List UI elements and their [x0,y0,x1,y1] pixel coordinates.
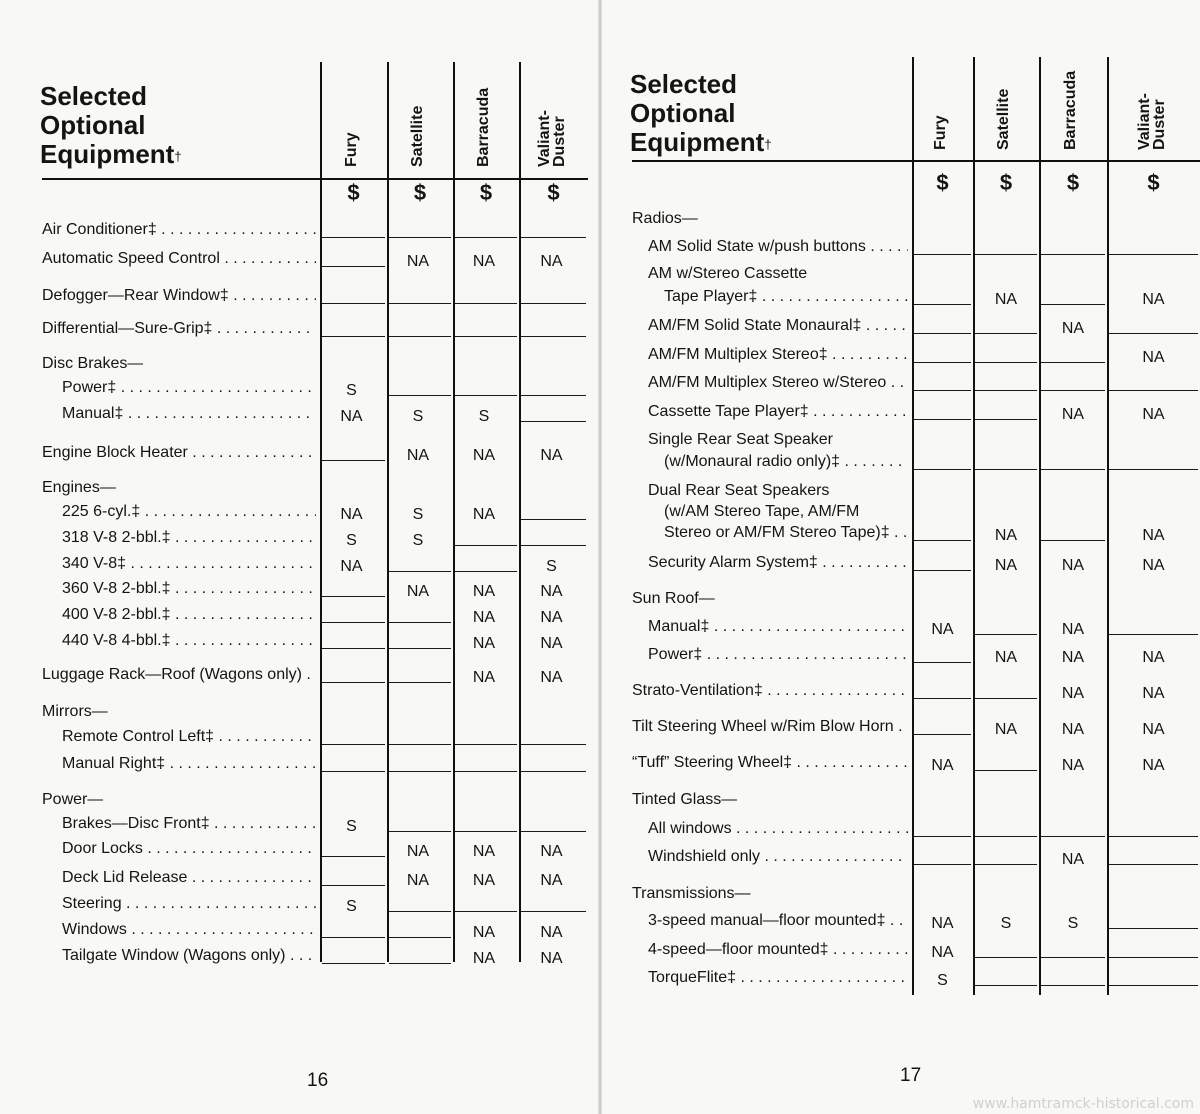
cell-rule [322,963,385,964]
equipment-label: (w/Monaural radio only)‡ . . . [664,453,908,471]
cell-rule [1109,469,1198,470]
page-title [630,70,772,157]
availability-cell: S [346,898,357,915]
equipment-label: AM/FM Multiplex Stereo‡ . . . [648,346,908,364]
availability-cell: NA [540,583,563,600]
availability-cell: NA [472,253,496,270]
cell-rule [455,771,517,772]
column-rule [519,62,521,962]
availability-cell: NA [994,649,1018,666]
cell-rule [322,460,385,461]
cell-rule [1109,390,1198,391]
column-header: Valiant- Duster [535,110,568,167]
availability-cell: NA [931,915,954,932]
column-header: Satellite [409,105,426,167]
column-header: Barracuda [1062,70,1079,150]
availability-cell: NA [1142,757,1165,774]
equipment-label: Tinted Glass— [632,791,738,808]
currency-symbol: $ [999,170,1013,195]
dagger-mark: † [174,149,182,164]
cell-rule [322,744,385,745]
cell-rule [521,744,586,745]
cell-rule [1109,836,1198,837]
equipment-label: 340 V-8‡ . . . [62,555,316,573]
currency-symbol: $ [936,170,949,195]
availability-cell: NA [931,944,954,961]
availability-cell: NA [1142,649,1165,666]
equipment-label: Manual‡ . . . [648,618,908,636]
cell-rule [455,831,517,832]
column-rule [912,57,914,995]
equipment-label: Cassette Tape Player‡ . . . [648,403,908,421]
equipment-label: 440 V-8 4-bbl.‡ . . . [62,632,316,650]
availability-cell: S [412,408,424,425]
availability-cell: S [412,532,424,549]
column-rule [453,62,455,962]
availability-cell: NA [931,621,954,638]
cell-rule [322,648,385,649]
equipment-label: TorqueFlite‡ . . . [648,969,908,987]
cell-rule [455,303,517,304]
cell-rule [1041,985,1105,986]
equipment-label: Steering . . . [62,895,316,913]
availability-cell: NA [1142,291,1165,308]
cell-rule [322,622,385,623]
cell-rule [975,836,1037,837]
cell-rule [521,771,586,772]
cell-rule [521,395,586,396]
cell-rule [975,864,1037,865]
cell-rule [389,911,451,912]
availability-cell: NA [1061,320,1085,337]
cell-rule [389,744,451,745]
equipment-label: Power‡ . . . [62,379,316,397]
currency-symbol: $ [547,180,560,205]
availability-cell: NA [1142,557,1165,574]
currency-symbol: $ [1066,170,1080,195]
availability-cell: NA [1061,621,1085,638]
cell-rule [322,237,385,238]
equipment-label: Stereo or AM/FM Stereo Tape)‡ . . . [664,524,908,542]
equipment-label: All windows . . . [648,820,908,838]
cell-rule [322,596,385,597]
equipment-label: Windshield only . . . [648,848,908,866]
column-header: Fury [931,115,949,150]
availability-cell: NA [1061,685,1085,702]
availability-cell: NA [994,527,1018,544]
equipment-label: Deck Lid Release . . . [62,869,316,887]
equipment-label: Door Locks . . . [62,840,316,858]
availability-cell: NA [1142,721,1165,738]
availability-cell: NA [994,291,1018,308]
cell-rule [455,336,517,337]
cell-rule [1041,254,1105,255]
equipment-label: 225 6-cyl.‡ . . . [62,503,316,521]
page-title [40,82,182,169]
availability-cell: NA [406,843,430,860]
cell-rule [1109,957,1198,958]
page-17 [602,0,1200,1114]
availability-cell: NA [1142,406,1165,423]
availability-cell: NA [1061,557,1085,574]
availability-cell: S [346,818,357,835]
cell-rule [521,831,586,832]
cell-rule [389,648,451,649]
cell-rule [521,519,586,520]
availability-cell: NA [1142,527,1165,544]
cell-rule [389,303,451,304]
availability-cell: S [346,382,357,399]
availability-cell: NA [472,447,496,464]
equipment-label: Mirrors— [42,703,108,720]
availability-cell: S [1000,915,1012,932]
title-word: Equipment [630,127,765,157]
availability-cell: NA [472,950,496,967]
equipment-label: Windows . . . [62,921,316,939]
equipment-label: 318 V-8 2-bbl.‡ . . . [62,529,316,547]
availability-cell: NA [994,557,1018,574]
availability-cell: NA [1061,851,1085,868]
title-line: Selected [40,81,147,111]
equipment-label: “Tuff” Steering Wheel‡ . . . [632,754,908,772]
availability-cell: NA [540,635,563,652]
equipment-label: AM/FM Multiplex Stereo w/Stereo . . . [648,374,908,392]
equipment-label: Security Alarm System‡ . . . [648,554,908,572]
cell-rule [1041,469,1105,470]
availability-cell: NA [472,669,496,686]
title-line [630,128,772,157]
header-rule [632,160,1200,162]
cell-rule [389,831,451,832]
title-line: Optional [630,98,736,128]
title-line [40,140,182,169]
cell-rule [1109,254,1198,255]
title-word: Equipment [40,139,175,169]
equipment-label: Tilt Steering Wheel w/Rim Blow Horn . . . [632,718,908,736]
cell-rule [975,419,1037,420]
equipment-label: Disc Brakes— [42,355,144,372]
equipment-label: Automatic Speed Control . . . [42,250,316,268]
availability-cell: NA [472,506,496,523]
availability-cell: NA [1142,349,1165,366]
availability-cell: NA [472,843,496,860]
cell-rule [975,390,1037,391]
cell-rule [975,469,1037,470]
availability-cell: NA [340,558,363,575]
column-header: Satellite [995,88,1012,150]
equipment-label: (w/AM Stereo Tape, AM/FM [664,503,860,520]
equipment-label: Differential—Sure-Grip‡ . . . [42,320,316,338]
cell-rule [455,744,517,745]
equipment-label: AM Solid State w/push buttons . . . [648,238,908,256]
availability-cell: NA [994,721,1018,738]
availability-cell: NA [931,757,954,774]
availability-cell: NA [406,253,430,270]
cell-rule [914,864,971,865]
equipment-label: Luggage Rack—Roof (Wagons only) . . . [42,666,316,684]
cell-rule [914,698,971,699]
equipment-label: Manual Right‡ . . . [62,755,316,773]
equipment-label: Engines— [42,479,116,496]
cell-rule [1041,390,1105,391]
column-rule [1107,57,1109,995]
cell-rule [1109,985,1198,986]
equipment-label: 360 V-8 2-bbl.‡ . . . [62,580,316,598]
availability-cell: NA [472,609,496,626]
cell-rule [455,571,517,572]
equipment-label: AM/FM Solid State Monaural‡ . . . [648,317,908,335]
equipment-label: Strato-Ventilation‡ . . . [632,682,908,700]
cell-rule [914,390,971,391]
cell-rule [322,885,385,886]
availability-cell: NA [340,506,363,523]
cell-rule [975,333,1037,334]
cell-rule [975,985,1037,986]
cell-rule [389,682,451,683]
equipment-label: Tailgate Window (Wagons only) . . . [62,947,316,965]
equipment-label: Defogger—Rear Window‡ . . . [42,287,316,305]
cell-rule [914,570,971,571]
cell-rule [975,362,1037,363]
availability-cell: NA [472,583,496,600]
cell-rule [914,362,971,363]
cell-rule [322,266,385,267]
equipment-label: Air Conditioner‡ . . . [42,221,316,239]
equipment-label: Remote Control Left‡ . . . [62,728,316,746]
cell-rule [521,545,586,546]
availability-cell: NA [540,669,563,686]
cell-rule [914,540,971,541]
availability-cell: NA [1061,721,1085,738]
availability-cell: S [1067,915,1079,932]
availability-cell: NA [406,583,430,600]
cell-rule [914,304,971,305]
availability-cell: NA [540,253,563,270]
cell-rule [914,419,971,420]
availability-cell: S [937,972,948,989]
column-header: Fury [342,132,360,167]
equipment-label: Radios— [632,210,698,227]
cell-rule [322,682,385,683]
availability-cell: NA [406,872,430,889]
dagger-mark: † [764,137,772,152]
cell-rule [1109,928,1198,929]
availability-cell: NA [540,843,563,860]
equipment-label: Engine Block Heater . . . [42,444,316,462]
cell-rule [914,734,971,735]
availability-cell: S [478,408,490,425]
cell-rule [914,662,971,663]
cell-rule [322,336,385,337]
availability-cell: NA [540,950,563,967]
column-rule [973,57,975,995]
cell-rule [1109,864,1198,865]
cell-rule [389,963,451,964]
availability-cell: NA [472,872,496,889]
header-rule [42,178,588,180]
cell-rule [1109,333,1198,334]
cell-rule [455,237,517,238]
cell-rule [1041,957,1105,958]
cell-rule [1109,634,1198,635]
currency-symbol: $ [1147,170,1160,195]
availability-cell: NA [1061,406,1085,423]
equipment-label: 4-speed—floor mounted‡ . . . [648,941,908,959]
availability-cell: NA [1142,685,1165,702]
currency-symbol: $ [347,180,360,205]
cell-rule [521,336,586,337]
cell-rule [521,421,586,422]
availability-cell: NA [540,609,563,626]
equipment-label: Brakes—Disc Front‡ . . . [62,815,316,833]
availability-cell: S [546,558,557,575]
page-number: 17 [900,1065,922,1086]
equipment-label: Power‡ . . . [648,646,908,664]
cell-rule [1041,304,1105,305]
cell-rule [322,771,385,772]
cell-rule [322,303,385,304]
cell-rule [389,336,451,337]
column-rule [387,62,389,962]
cell-rule [521,237,586,238]
availability-cell: NA [540,872,563,889]
column-header: Barracuda [475,87,492,167]
equipment-label: Tape Player‡ . . . [664,288,908,306]
availability-cell: S [412,506,424,523]
equipment-label: Transmissions— [632,885,751,902]
column-rule [320,62,322,962]
cell-rule [914,254,971,255]
cell-rule [389,395,451,396]
cell-rule [975,698,1037,699]
availability-cell: NA [340,408,363,425]
column-header: Valiant- Duster [1135,93,1168,150]
cell-rule [389,571,451,572]
equipment-label: 3-speed manual—floor mounted‡ . . . [648,912,908,930]
availability-cell: NA [472,924,496,941]
cell-rule [322,856,385,857]
equipment-label: Dual Rear Seat Speakers [648,482,830,499]
cell-rule [1041,362,1105,363]
cell-rule [914,333,971,334]
availability-cell: NA [1061,649,1085,666]
title-line: Selected [630,69,737,99]
equipment-label: Power— [42,791,104,808]
cell-rule [322,937,385,938]
cell-rule [389,237,451,238]
availability-cell: NA [472,635,496,652]
cell-rule [975,957,1037,958]
cell-rule [914,836,971,837]
availability-cell: S [346,532,357,549]
title-line: Optional [40,110,146,140]
cell-rule [975,770,1037,771]
equipment-label: Sun Roof— [632,590,715,607]
watermark: www.hamtramck-historical.com [972,1096,1194,1112]
cell-rule [389,771,451,772]
equipment-label: 400 V-8 2-bbl.‡ . . . [62,606,316,624]
equipment-label: Manual‡ . . . [62,405,316,423]
cell-rule [521,911,586,912]
cell-rule [1041,836,1105,837]
currency-symbol: $ [479,180,493,205]
currency-symbol: $ [413,180,427,205]
cell-rule [389,937,451,938]
cell-rule [389,622,451,623]
cell-rule [975,254,1037,255]
cell-rule [975,634,1037,635]
cell-rule [455,395,517,396]
availability-cell: NA [406,447,430,464]
page-number: 16 [307,1070,329,1091]
cell-rule [455,911,517,912]
equipment-label: Single Rear Seat Speaker [648,431,833,448]
cell-rule [914,469,971,470]
equipment-label: AM w/Stereo Cassette [648,265,808,282]
availability-cell: NA [540,447,563,464]
cell-rule [455,545,517,546]
cell-rule [521,303,586,304]
cell-rule [1041,540,1105,541]
page-16 [0,0,598,1114]
column-rule [1039,57,1041,995]
availability-cell: NA [540,924,563,941]
availability-cell: NA [1061,757,1085,774]
